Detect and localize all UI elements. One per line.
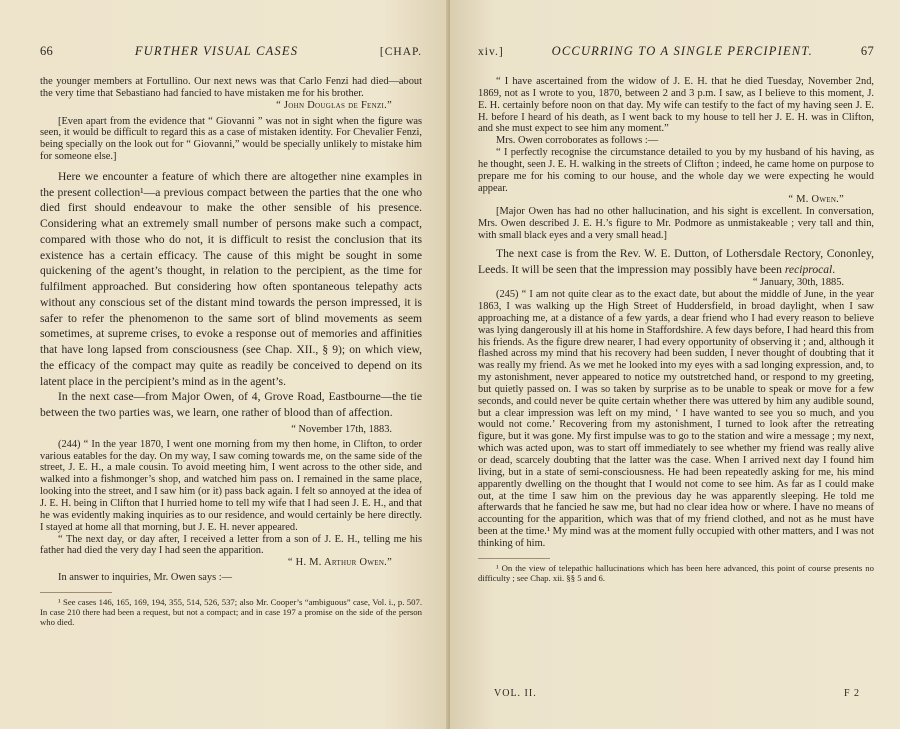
footnote-rule (40, 592, 112, 593)
left-page-number: 66 (40, 44, 54, 58)
left-running-head (40, 44, 422, 59)
dutton-intro-text: The next case is from the Rev. W. E. Dutton, of Lothersdale Rectory, Cononley, Leeds. It will be seen that the impression may possibly have been (478, 246, 874, 276)
continued-text: the younger members at Fortullino. Our next news was that Carlo Fenzi had died—about the very time that Sebastiano had fancied to have mistaken me for his brother. (40, 76, 422, 99)
letter-date-1885: “ January, 30th, 1885. (752, 277, 844, 289)
paragraph-dutton-case (478, 246, 874, 278)
case-244-text: (244) “ In the year 1870, I went one morning from my then home, in Clifton, to order various eatables for the day. On my way, I saw coming towards me, on the same side of the street, J. E. H., a male cousin. To avoid meeting him, I went across to the other side, and walked into a fishmonger’s shop, and watched him pass on. I remained in the same place, looking into the street, and I saw him (or it) pass back again. I felt so annoyed at the idea of J. E. H. being in Clifton that I hurried home to tell my wife that I had seen J. E. H., and that he was evidently making inquiries as to our residence, and would certainly be here directly. I stayed at home all that morning, but J. E. H. never appeared. (40, 438, 422, 533)
right-chapter-mark: xiv.] (478, 46, 504, 58)
left-page-body (40, 76, 422, 628)
reciprocal-italic: reciprocal (784, 262, 833, 276)
signature-fenzi: “ John Douglas de Fenzi.” (276, 99, 392, 111)
left-running-title: FURTHER VISUAL CASES (134, 44, 299, 58)
paragraph-next-case: In the next case—from Major Owen, of 4, Grove Road, Eastbourne—the tie between the two parties was, we learn, one rather of blood than of affection. (40, 390, 422, 420)
signature-mark: F 2 (843, 688, 860, 699)
right-page-body (478, 76, 874, 583)
case-245-text: (245) “ I am not quite clear as to the exact date, but about the middle of June, in the year 1863, I was walking up the High Street of Huddersfield, in broad daylight, when I saw approaching me, at a distance of a few yards, a dear friend who I had every reason to believe was lying dangerously ill at his home in Staffordshire. A few days before, I had heard this from his friends. As the figure drew nearer, I had every opportunity of observing it ; and, although it flashed across my mind that his recovery had been sudden, I never thought of doubting that it was really my friend. As we met he looked into my eyes with a sad longing expression, and, to my astonishment, never appeared to notice my outstretched hand, or respond to my greeting, but quietly passed on. I was so taken by surprise as to be unable to speak or move for a few seconds, and could never be quite certain whether there was uttered by him any audible sound, but a clear impression was left on my mind, ‘ I have wanted to see you so much, and you would not come.’ Recovering from my astonishment, I turned to look after the retreating figure, but it was gone. My first impulse was to go to the station and wire a message ; my next, which was acted upon, was to start off immediately to see whether my friend was really alive or dead, scarcely doubting that the latter was the case. When I arrived next day I found him living, but in a state of semi-consciousness. He had been repeatedly asking for me, his mind apparently dwelling on the thought that I would not come to see him. As far as I could make out, at the time I saw him on the previous day he was apparently sleeping. He told me afterwards that he fancied he saw me, but had no clear idea how or where. I have no means of accounting for the apparition, which was that of my friend clothed, and not as he must have been at the time.¹ My mind was at the moment fully occupied with other matters, and I was not thinking of him. (478, 289, 874, 549)
left-footnote: ¹ See cases 146, 165, 169, 194, 355, 514, 526, 537; also Mr. Cooper’s “ambiguous” case, Vol. i., p. 507. In case 210 there had been a request, but not a compact; and in case 197 a promise on the side of the person who died. (40, 596, 422, 628)
paragraph-compact: Here we encounter a feature of which there are altogether nine examples in the present collection¹—a previous compact between the parties that the one who died first should endeavour to make the other sensible of his presence. Considering what an extremely small number of persons make such a compact, compared with those who do not, it is difficult to resist the conclusion that its existence has a certain efficacy. The cause of this might be sought in some quickening of the agent’s thought, in relation to the percipient, as the time for fulfilment approached. But considering how often spontaneous telepathy acts without any conscious set of the distant mind towards the person impressed, it is safer to refer the phenomenon to the same sort of blind movements as seem sometimes, at supreme crises, to evoke a response out of memories and affinities that have long lapsed from consciousness (see Chap. XII., § 9); on which view, the efficacy of the compact may quite as readily be conceived to depend on its latent place in the percipient’s mind as in the agent’s. (40, 169, 422, 388)
editorial-note-owen: [Major Owen has had no other hallucination, and his sight is excellent. In conversation, Mrs. Owen described J. E. H.’s figure to Mr. Podmore as unmistakeable ; very tall and thin, with small black eyes and a very small head.] (478, 206, 874, 241)
right-running-title: OCCURRING TO A SINGLE PERCIPIENT. (551, 44, 813, 58)
signature-m-owen: “ M. Owen.” (788, 194, 844, 206)
left-chapter-mark: [CHAP. (379, 46, 422, 58)
right-running-head (478, 44, 874, 59)
owen-letter-quote: “ I have ascertained from the widow of J. E. H. that he died Tuesday, November 2nd, 1869, not as I wrote to you, 1870, between 2 and 3 p.m. I saw, as I believe to this moment, J. E. H. certainly before noon on that day. My wife can testify to the fact of my having seen J. E. H. before I heard of his death, as I went back to my house to tell her J. E. H. was in Clifton, and she must expect to see him any moment.” (478, 76, 874, 135)
mrs-owen-quote: “ I perfectly recognise the circumstance detailed to you by my husband of his having, as he thought, seen J. E. H. walking in the streets of Clifton ; indeed, he came home on purpose to prepare me for his coming to our house, and the whole day we were expecting he would appear. (478, 147, 874, 194)
dutton-intro-end: . (832, 262, 836, 276)
mrs-owen-intro: Mrs. Owen corroborates as follows :— (496, 135, 659, 147)
volume-mark: VOL. II. (494, 688, 537, 699)
inquiries-line: In answer to inquiries, Mr. Owen says :— (58, 572, 233, 584)
case-244-continued: “ The next day, or day after, I received a letter from a son of J. E. H., telling me his father had died the very day I had seen the apparition. (40, 533, 422, 557)
letter-date-1883: “ November 17th, 1883. (291, 423, 392, 435)
editorial-note-fenzi: [Even apart from the evidence that “ Giovanni ” was not in sight when the figure was seen, it would be difficult to regard this as a case of mistaken identity. For Chevalier Fenzi, being specially on the look out for “ Giovanni,” would be specially unlikely to mistake him for someone else.] (40, 115, 422, 163)
right-page (450, 0, 900, 729)
signature-owen: “ H. M. Arthur Owen.” (287, 557, 392, 569)
right-page-number: 67 (860, 44, 874, 58)
right-page-foot (494, 688, 860, 699)
right-footnote: ¹ On the view of telepathic hallucinations which has been here advanced, this point of course presents no difficulty ; see Chap. xii. §§ 5 and 6. (478, 562, 874, 584)
footnote-rule-right (478, 558, 550, 559)
